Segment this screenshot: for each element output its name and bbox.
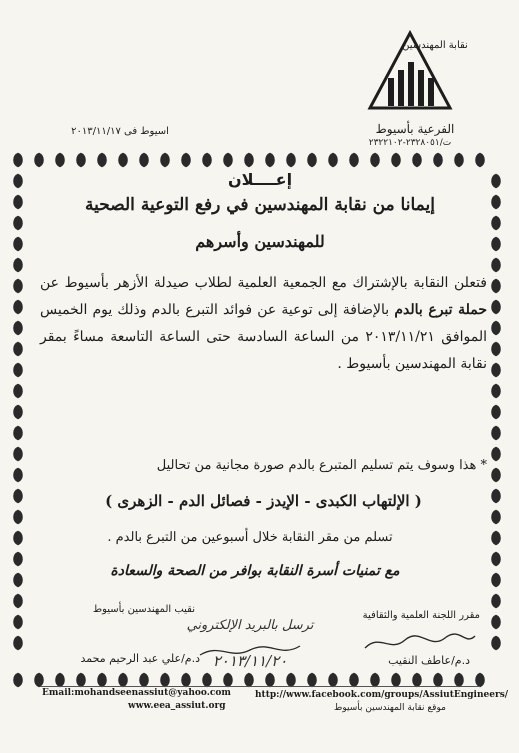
border-ornament (434, 153, 443, 167)
border-ornament (14, 510, 23, 524)
border-ornament (492, 594, 501, 608)
headline-line-2: للمهندسين وأسرهم (195, 232, 325, 251)
border-ornament (98, 673, 107, 687)
border-ornament (492, 615, 501, 629)
border-ornament (203, 673, 212, 687)
border-ornament (492, 237, 501, 251)
handwritten-note: ترسل بالبريد الإلكتروني (186, 618, 314, 633)
svg-text:نقابة المهندسين: نقابة المهندسين (402, 40, 468, 51)
border-ornament (14, 258, 23, 272)
border-ornament (14, 363, 23, 377)
border-ornament (119, 153, 128, 167)
border-ornament (14, 216, 23, 230)
border-ornament (492, 384, 501, 398)
border-ornament (224, 153, 233, 167)
syndicate-head-name: د.م/علي عبد الرحيم محمد (80, 652, 200, 665)
body-text-part-1: فتعلن النقابة بالإشتراك مع الجمعية العلمية لطلاب صيدلة الأزهر بأسيوط عن (40, 275, 487, 291)
border-ornament (492, 258, 501, 272)
border-ornament (140, 153, 149, 167)
border-ornament (492, 405, 501, 419)
border-ornament (492, 342, 501, 356)
border-ornament (182, 153, 191, 167)
delivery-note: تسلم من مقر النقابة خلال أسبوعين من التبرع بالدم . (107, 530, 393, 545)
headline-line-1: إيمانا من نقابة المهندسين في رفع التوعية الصحية (85, 195, 435, 215)
border-ornament (492, 321, 501, 335)
border-ornament (35, 153, 44, 167)
border-ornament (14, 636, 23, 650)
tests-list: ( الإلتهاب الكبدى - الإيدز - فصائل الدم - الزهرى ) (105, 492, 422, 510)
border-ornament (476, 673, 485, 687)
free-tests-note: * هذا وسوف يتم تسليم المتبرع بالدم صورة مجانية من تحاليل (156, 458, 487, 473)
border-ornament (308, 673, 317, 687)
border-ornament (492, 531, 501, 545)
border-ornament (492, 636, 501, 650)
border-ornament (413, 153, 422, 167)
reference-number: ت/٢٣٢٨٠٥١-٢٣٢٢١٠٢ (368, 138, 452, 148)
footer-website: www.eea_assiut.org (128, 701, 226, 711)
border-ornament (476, 153, 485, 167)
syndicate-head-title: نقيب المهندسين بأسيوط (92, 604, 195, 615)
border-ornament (14, 531, 23, 545)
border-ornament (413, 673, 422, 687)
border-ornament (492, 300, 501, 314)
border-ornament (14, 552, 23, 566)
border-ornament (14, 195, 23, 209)
border-ornament (14, 405, 23, 419)
border-ornament (492, 279, 501, 293)
border-ornament (350, 153, 359, 167)
border-ornament (308, 153, 317, 167)
border-ornament (492, 195, 501, 209)
border-ornament (56, 153, 65, 167)
closing-wishes: مع تمنيات أسرة النقابة بوافر من الصحة والسعادة (110, 563, 400, 579)
handwritten-date: ٢٠١٣/١١/٢٠ (212, 652, 288, 670)
border-ornament (329, 673, 338, 687)
border-ornament (119, 673, 128, 687)
border-ornament (77, 153, 86, 167)
branch-label: الفرعية بأسيوط (375, 122, 455, 136)
border-ornament (14, 594, 23, 608)
border-ornament (14, 153, 23, 167)
border-ornament (392, 153, 401, 167)
border-ornament (14, 342, 23, 356)
border-ornament (35, 673, 44, 687)
border-ornament (492, 426, 501, 440)
issue-date: اسيوط فى ٢٠١٣/١١/١٧ (71, 126, 169, 137)
border-ornament (492, 363, 501, 377)
border-ornament (140, 673, 149, 687)
border-ornament (14, 447, 23, 461)
border-ornament (371, 673, 380, 687)
border-ornament (98, 153, 107, 167)
footer-divider (40, 686, 480, 687)
committee-title: مقرر اللجنة العلمية والثقافية (362, 610, 480, 621)
border-ornament (14, 573, 23, 587)
border-ornament (455, 673, 464, 687)
border-ornament (77, 673, 86, 687)
border-ornament (434, 673, 443, 687)
border-ornament (14, 237, 23, 251)
border-ornament (14, 384, 23, 398)
border-ornament (492, 489, 501, 503)
border-ornament (245, 153, 254, 167)
border-ornament (492, 174, 501, 188)
border-ornament (492, 468, 501, 482)
border-ornament (14, 673, 23, 687)
border-ornament (329, 153, 338, 167)
border-ornament (56, 673, 65, 687)
campaign-name: حملة تبرع بالدم (394, 302, 488, 318)
border-ornament (266, 673, 275, 687)
border-ornament (266, 153, 275, 167)
border-ornament (14, 174, 23, 188)
border-ornament (371, 153, 380, 167)
border-ornament (492, 447, 501, 461)
syndicate-logo-icon (360, 18, 468, 114)
border-ornament (224, 673, 233, 687)
border-ornament (161, 673, 170, 687)
border-ornament (492, 552, 501, 566)
border-ornament (287, 153, 296, 167)
border-ornament (14, 279, 23, 293)
border-ornament (392, 673, 401, 687)
border-ornament (350, 673, 359, 687)
border-ornament (14, 615, 23, 629)
announcement-body (40, 270, 487, 378)
footer-facebook: http://www.facebook.com/groups/AssiutEngineers/ (255, 690, 509, 700)
border-ornament (182, 673, 191, 687)
border-ornament (14, 300, 23, 314)
border-ornament (287, 673, 296, 687)
committee-signature (360, 628, 480, 656)
border-ornament (245, 673, 254, 687)
footer-facebook-note: موقع نقابة المهندسين بأسيوط (334, 703, 446, 713)
border-ornament (492, 573, 501, 587)
border-ornament (203, 153, 212, 167)
body-text-part-2: بالإضافة إلى توعية عن فوائد التبرع بالدم وذلك يوم الخميس الموافق ٢٠١٣/١١/٢١ من الساعة السادسة حتى الساعة التاسعة مساءً بمقر نقابة المهندسين بأسيوط . (40, 302, 487, 372)
border-ornament (14, 489, 23, 503)
border-ornament (492, 216, 501, 230)
committee-name: د.م/عاطف النقيب (388, 654, 470, 667)
border-ornament (455, 153, 464, 167)
border-ornament (14, 321, 23, 335)
border-ornament (14, 426, 23, 440)
border-ornament (161, 153, 170, 167)
announcement-title: إعــــلان (227, 170, 293, 189)
border-ornament (14, 468, 23, 482)
footer-email: Email:mohandseenassiut@yahoo.com (42, 688, 231, 698)
border-ornament (492, 510, 501, 524)
